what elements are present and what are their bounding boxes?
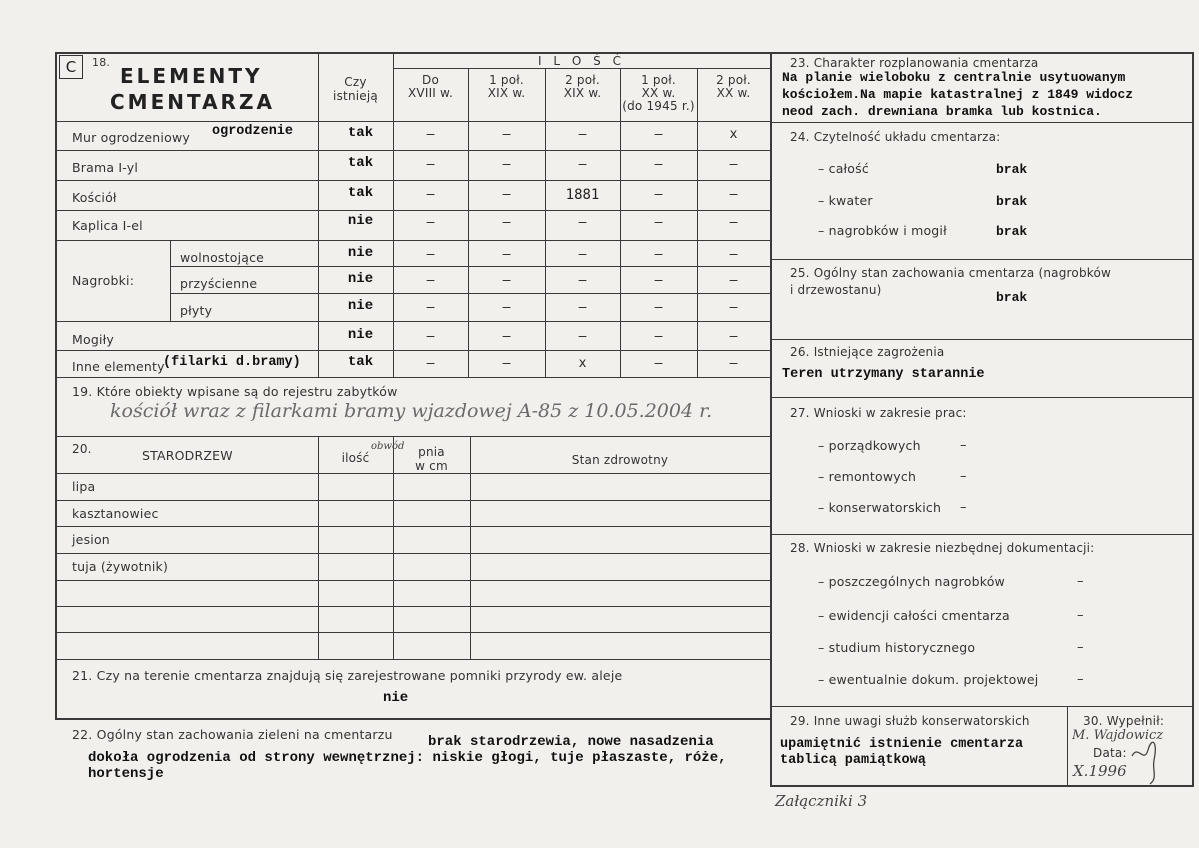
element-exists: nie (347, 213, 374, 229)
quantity-cell: – (654, 215, 663, 230)
s22-answer-line1: brak starodrzewia, nowe nasadzenia (428, 734, 714, 750)
list-item-label: – ewentualnie dokum. projektowej (818, 672, 1039, 687)
list-item-value: brak (996, 224, 1028, 239)
period-header-3 (620, 74, 697, 113)
quantity-cell: – (502, 329, 511, 344)
quantity-cell: – (654, 127, 663, 142)
quantity-cell: – (654, 247, 663, 262)
quantity-cell: – (502, 300, 511, 315)
quantity-cell: – (426, 329, 435, 344)
s22-answer-line3: hortensje (88, 766, 164, 782)
s21-answer: nie (383, 690, 409, 706)
quantity-cell: – (729, 215, 738, 230)
section-letter-box (59, 55, 83, 79)
s25-value: brak (996, 290, 1028, 305)
quantity-cell: – (578, 157, 587, 172)
list-item-label: – nagrobków i mogił (818, 223, 947, 238)
s29-line1: upamiętnić istnienie cmentarza (780, 737, 1024, 752)
list-item-label: – całość (818, 161, 869, 176)
quantity-cell: x (729, 127, 738, 142)
quantity-cell: – (426, 273, 435, 288)
quantity-cell: – (729, 329, 738, 344)
quantity-cell: – (426, 356, 435, 371)
section-letter: C (65, 58, 77, 76)
s20-col-circ-note: obwód (371, 441, 405, 452)
s25-title2: i drzewostanu) (790, 283, 882, 297)
quantity-cell: – (502, 356, 511, 371)
list-item-value: – (1077, 640, 1084, 655)
period-header-0 (393, 74, 468, 100)
period-header-line: Do (422, 73, 439, 87)
tree-row-label: jesion (72, 532, 110, 547)
s20-number: 20. (72, 442, 92, 456)
s30-date-label: Data: (1093, 746, 1127, 760)
period-header-line: XIX w. (487, 86, 526, 100)
quantity-cell: – (654, 356, 663, 371)
period-header-line: XX w. (641, 86, 676, 100)
element-label: Inne elementy (72, 359, 165, 374)
quantity-cell: – (502, 215, 511, 230)
quantity-cell: – (426, 127, 435, 142)
period-header-line: XVIII w. (408, 86, 453, 100)
list-item-label: – poszczególnych nagrobków (818, 574, 1005, 589)
s20-col-circ: pnia w cm (415, 445, 448, 473)
quantity-cell: 1881 (565, 187, 600, 203)
s25-title: 25. Ogólny stan zachowania cmentarza (nagrobków (790, 266, 1112, 280)
element-label: płyty (180, 303, 213, 318)
quantity-cell: – (426, 157, 435, 172)
period-header-2 (545, 74, 620, 100)
quantity-cell: – (578, 127, 587, 142)
element-exists: nie (347, 298, 374, 314)
list-item-value: – (1077, 608, 1084, 623)
s29-line2: tablicą pamiątkową (780, 753, 926, 768)
list-item-label: – studium historycznego (818, 640, 976, 655)
quantity-cell: – (729, 273, 738, 288)
period-header-line: 1 poł. (641, 73, 676, 87)
quantity-cell: – (502, 247, 511, 262)
s20-title: STARODRZEW (142, 448, 233, 463)
element-exists: tak (347, 354, 374, 370)
list-item-value: – (1077, 672, 1084, 687)
quantity-cell: – (729, 247, 738, 262)
quantity-cell: – (654, 273, 663, 288)
quantity-cell: – (502, 127, 511, 142)
list-item-value: – (960, 469, 967, 484)
section-number: 18. (92, 56, 111, 69)
period-header-line: 2 poł. (716, 73, 751, 87)
list-item-label: – remontowych (818, 469, 917, 484)
list-item-label: – ewidencji całości cmentarza (818, 608, 1010, 623)
element-note: ogrodzenie (212, 124, 294, 139)
element-label: Kościół (72, 190, 117, 205)
quantity-cell: – (426, 247, 435, 262)
signature-icon (1128, 738, 1168, 788)
s20-col-health: Stan zdrowotny (571, 453, 669, 467)
quantity-cell: – (578, 215, 587, 230)
s22-question: 22. Ogólny stan zachowania zieleni na cmentarzu (72, 727, 393, 742)
quantity-cell: – (578, 247, 587, 262)
element-label: Brama I-yl (72, 160, 139, 175)
s23-line1: Na planie wieloboku z centralnie usytuowanym (782, 70, 1126, 85)
period-header-line: (do 1945 r.) (622, 99, 695, 113)
quantity-cell: – (502, 157, 511, 172)
quantity-cell: – (654, 329, 663, 344)
tree-row-label: lipa (72, 479, 96, 494)
quantity-cell: – (502, 187, 511, 202)
list-item-label: – konserwatorskich (818, 500, 942, 515)
quantity-cell: – (502, 273, 511, 288)
s22-answer-line2: dokoła ogrodzenia od strony wewnętrznej: niskie głogi, tuje płaszaste, róże, (88, 750, 727, 766)
quantity-cell: – (654, 187, 663, 202)
list-item-value: – (960, 438, 967, 453)
quantity-cell: – (729, 157, 738, 172)
quantity-cell: – (578, 329, 587, 344)
element-exists: tak (347, 125, 374, 141)
element-exists: nie (347, 245, 374, 261)
tree-row-label: kasztanowiec (72, 506, 159, 521)
element-exists: nie (347, 327, 374, 343)
quantity-cell: – (426, 300, 435, 315)
section-title-line1: ELEMENTY (120, 64, 263, 88)
element-exists: tak (347, 185, 374, 201)
quantity-cell: – (426, 187, 435, 202)
quantity-cell: – (654, 300, 663, 315)
s28-title: 28. Wnioski w zakresie niezbędnej dokumentacji: (790, 541, 1095, 555)
section-title-line2: CMENTARZA (110, 90, 275, 114)
s30-name: M. Wajdowicz (1072, 728, 1164, 743)
element-label: Kaplica I-el (72, 218, 143, 233)
list-item-label: – kwater (818, 193, 873, 208)
element-note: (filarki d.bramy) (163, 355, 301, 370)
s30-date: X.1996 (1073, 762, 1127, 780)
quantity-cell: – (426, 215, 435, 230)
tree-row-label: tuja (żywotnik) (72, 559, 169, 574)
col-exists-header: Czy istnieją (333, 75, 378, 103)
s23-line2: kościołem.Na mapie katastralnej z 1849 widocz (782, 87, 1134, 102)
period-header-line: XIX w. (563, 86, 602, 100)
quantity-cell: – (654, 157, 663, 172)
s29-title: 29. Inne uwagi służb konserwatorskich (790, 714, 1030, 728)
period-header-line: 1 poł. (489, 73, 524, 87)
group-label-nagrobki: Nagrobki: (72, 273, 135, 288)
s26-value: Teren utrzymany starannie (782, 367, 985, 382)
period-header-1 (468, 74, 545, 100)
quantity-cell: – (729, 187, 738, 202)
list-item-value: brak (996, 194, 1028, 209)
element-exists: nie (347, 271, 374, 287)
s23-line3: neod zach. drewniana bramka lub kostnica. (782, 104, 1102, 119)
quantity-cell: – (729, 300, 738, 315)
element-exists: tak (347, 155, 374, 171)
s23-title: 23. Charakter rozplanowania cmentarza (790, 56, 1039, 70)
period-header-line: 2 poł. (565, 73, 600, 87)
s27-title: 27. Wnioski w zakresie prac: (790, 406, 967, 420)
quantity-cell: – (578, 300, 587, 315)
list-item-value: – (960, 500, 967, 515)
list-item-value: brak (996, 162, 1028, 177)
footer-attachments: Załączniki 3 (775, 792, 868, 810)
s21-question: 21. Czy na terenie cmentarza znajdują się zarejestrowane pomniki przyrody ew. aleje (72, 668, 623, 683)
period-header-line: XX w. (716, 86, 751, 100)
s30-title: 30. Wypełnił: (1083, 714, 1165, 728)
list-item-label: – porządkowych (818, 438, 921, 453)
col-quantity-header: I L O Ś Ć (538, 54, 625, 68)
quantity-cell: – (578, 273, 587, 288)
s20-col-qty: ilość (341, 451, 370, 465)
quantity-cell: – (729, 356, 738, 371)
element-label: wolnostojące (180, 250, 265, 265)
s24-title: 24. Czytelność układu cmentarza: (790, 130, 1001, 144)
period-header-4 (697, 74, 770, 100)
element-label: Mogiły (72, 332, 114, 347)
list-item-value: – (1077, 574, 1084, 589)
quantity-cell: x (578, 356, 587, 371)
s19-question: 19. Które obiekty wpisane są do rejestru zabytków (72, 384, 398, 399)
s26-title: 26. Istniejące zagrożenia (790, 345, 945, 359)
element-label: przyścienne (180, 276, 258, 291)
element-label: Mur ogrodzeniowy (72, 130, 190, 145)
s19-answer: kościół wraz z filarkami bramy wjazdowej A-85 z 10.05.2004 r. (110, 400, 713, 422)
